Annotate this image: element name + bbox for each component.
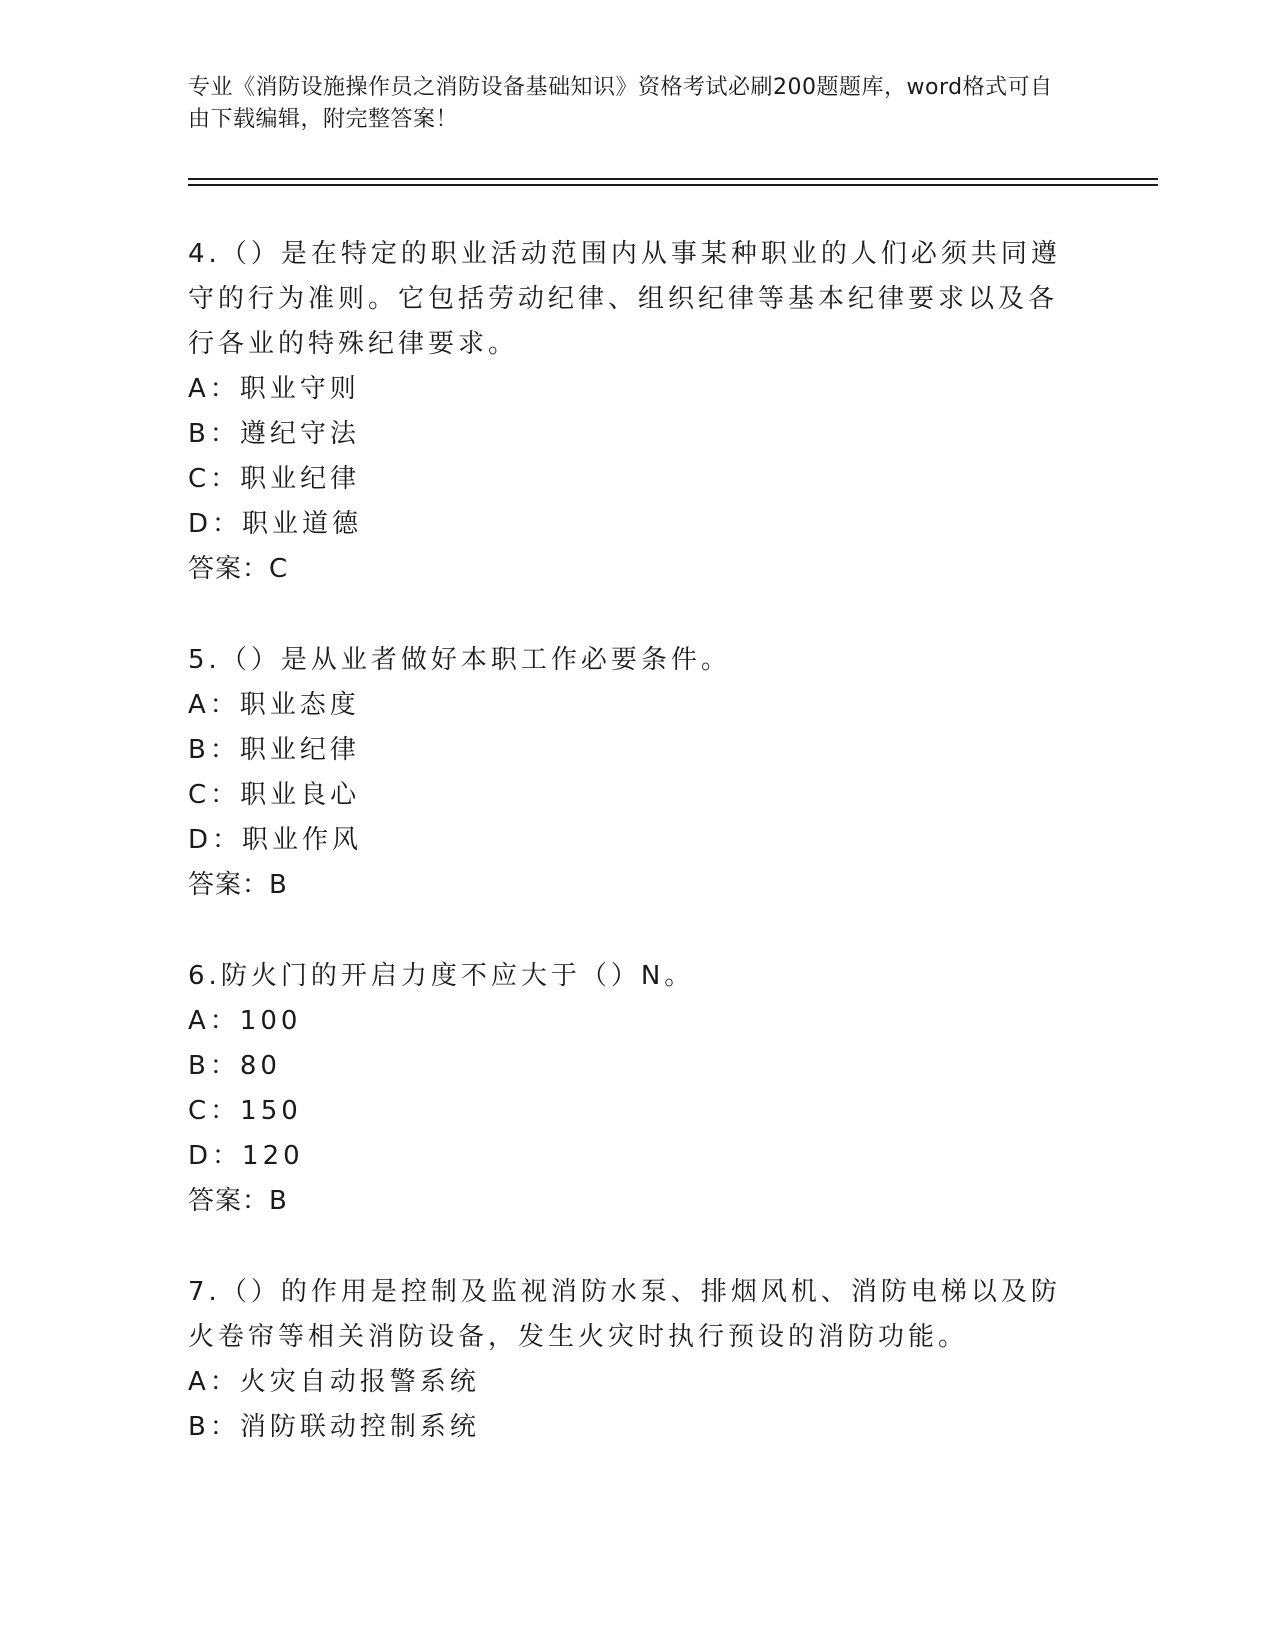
option-a [188, 683, 1068, 728]
option-b [188, 1405, 1068, 1450]
option-label: D： [188, 825, 243, 855]
option-text: 火灾自动报警系统 [239, 1367, 480, 1397]
option-text: 120 [242, 1141, 304, 1171]
option-c [188, 1089, 1068, 1134]
question-stem [188, 232, 1068, 367]
option-d [188, 1134, 1068, 1179]
option-text: 职业作风 [242, 825, 363, 855]
option-c [188, 457, 1068, 502]
option-text: 100 [239, 1006, 302, 1036]
question-text: （）是从业者做好本职工作必要条件。 [220, 645, 731, 675]
option-text: 职业纪律 [240, 464, 361, 494]
option-label: D： [188, 1141, 243, 1171]
header-divider-top [188, 178, 1158, 180]
option-label: A： [188, 1367, 240, 1397]
answer: 答案：C [188, 554, 289, 584]
header-text: 专业《消防设施操作员之消防设备基础知识》资格考试必刷200题题库，word格式可自由下载编辑，附完整答案！ [188, 75, 1053, 132]
option-label: C： [188, 780, 241, 810]
option-label: B： [188, 1412, 240, 1442]
option-label: A： [188, 374, 240, 404]
question-stem [188, 954, 1068, 999]
answer: 答案：B [188, 1186, 288, 1216]
option-label: B： [188, 419, 240, 449]
question-6 [188, 954, 1068, 1224]
header-divider-bottom [188, 184, 1158, 186]
document-header [188, 72, 1068, 136]
question-text: （）是在特定的职业活动范围内从事某种职业的人们必须共同遵守的行为准则。它包括劳动纪律、组织纪律等基本纪律要求以及各行各业的特殊纪律要求。 [188, 239, 1061, 359]
option-label: B： [188, 1051, 240, 1081]
option-text: 职业守则 [239, 374, 360, 404]
option-d [188, 818, 1068, 863]
option-text: 职业道德 [242, 509, 363, 539]
option-c [188, 773, 1068, 818]
answer: 答案：B [188, 870, 288, 900]
option-text: 职业态度 [239, 690, 360, 720]
option-text: 80 [239, 1051, 281, 1081]
option-a [188, 367, 1068, 412]
question-5 [188, 638, 1068, 908]
question-number: 4. [188, 239, 221, 269]
option-label: C： [188, 464, 241, 494]
option-text: 职业纪律 [239, 735, 360, 765]
option-text: 150 [240, 1096, 302, 1126]
question-stem [188, 1270, 1068, 1360]
question-number: 6. [188, 961, 221, 991]
option-label: D： [188, 509, 243, 539]
option-b [188, 412, 1068, 457]
option-label: C： [188, 1096, 241, 1126]
question-4 [188, 232, 1068, 592]
question-number: 7. [188, 1277, 221, 1307]
option-b [188, 728, 1068, 773]
option-a [188, 1360, 1068, 1405]
option-label: B： [188, 735, 240, 765]
question-text: （）的作用是控制及监视消防水泵、排烟风机、消防电梯以及防火卷帘等相关消防设备，发生火灾时执行预设的消防功能。 [188, 1277, 1061, 1352]
question-7 [188, 1270, 1068, 1450]
option-text: 遵纪守法 [239, 419, 360, 449]
option-text: 职业良心 [240, 780, 361, 810]
option-b [188, 1044, 1068, 1089]
question-stem [188, 638, 1068, 683]
option-text: 消防联动控制系统 [239, 1412, 480, 1442]
option-label: A： [188, 1006, 240, 1036]
option-label: A： [188, 690, 240, 720]
option-d [188, 502, 1068, 547]
question-list [188, 232, 1068, 1496]
question-text: 防火门的开启力度不应大于（）N。 [220, 961, 695, 991]
option-a [188, 999, 1068, 1044]
question-number: 5. [188, 645, 221, 675]
